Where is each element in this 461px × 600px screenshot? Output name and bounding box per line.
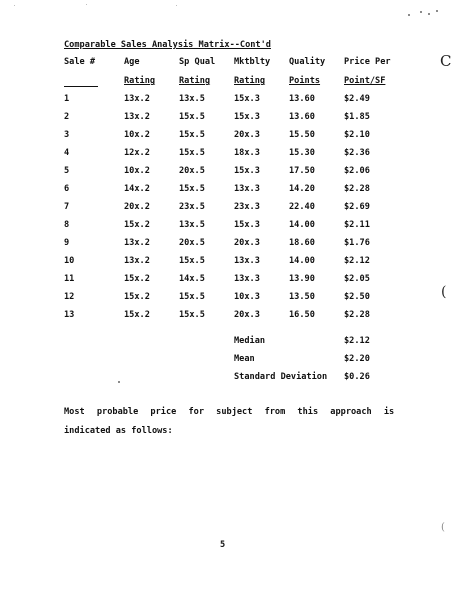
scan-speck — [176, 5, 177, 6]
header-sale-number: Sale # — [64, 57, 96, 67]
table-row-8-quality: 14.00 — [289, 220, 315, 230]
table-row-11-spqual: 14x.5 — [179, 274, 205, 284]
table-row-13-sale: 13 — [64, 310, 75, 320]
table-row-4-mktblty: 18x.3 — [234, 148, 260, 158]
table-row-1-spqual: 13x.5 — [179, 94, 205, 104]
table-row-1-sale: 1 — [64, 94, 70, 104]
table-row-10-spqual: 15x.5 — [179, 256, 205, 266]
scan-speck — [86, 4, 87, 5]
header-quality-points: Points — [289, 76, 321, 86]
table-row-4-price: $2.36 — [344, 148, 370, 158]
paragraph-line-2: indicated as follows: — [64, 426, 173, 436]
page-title: Comparable Sales Analysis Matrix--Cont'd — [64, 40, 271, 50]
table-row-8-sale: 8 — [64, 220, 70, 230]
table-row-2-spqual: 15x.5 — [179, 112, 205, 122]
table-row-8-mktblty: 15x.3 — [234, 220, 260, 230]
table-row-6-age: 14x.2 — [124, 184, 150, 194]
table-row-6-sale: 6 — [64, 184, 70, 194]
table-row-13-price: $2.28 — [344, 310, 370, 320]
table-row-6-quality: 14.20 — [289, 184, 315, 194]
stat-std-dev-label: Standard Deviation — [234, 372, 328, 382]
table-row-10-price: $2.12 — [344, 256, 370, 266]
paragraph-line-1: Most probable price for subject from this approach is — [64, 407, 395, 417]
table-row-5-mktblty: 15x.3 — [234, 166, 260, 176]
table-row-6-price: $2.28 — [344, 184, 370, 194]
header-age: Age — [124, 57, 140, 67]
table-row-3-age: 10x.2 — [124, 130, 150, 140]
table-row-7-quality: 22.40 — [289, 202, 315, 212]
margin-mark-bottom: ( — [441, 522, 445, 533]
table-row-11-mktblty: 13x.3 — [234, 274, 260, 284]
table-row-9-price: $1.76 — [344, 238, 370, 248]
table-row-8-price: $2.11 — [344, 220, 370, 230]
table-row-13-quality: 16.50 — [289, 310, 315, 320]
table-row-7-price: $2.69 — [344, 202, 370, 212]
table-row-9-quality: 18.60 — [289, 238, 315, 248]
table-row-13-mktblty: 20x.3 — [234, 310, 260, 320]
scan-speck — [408, 14, 410, 16]
table-row-11-age: 15x.2 — [124, 274, 150, 284]
table-row-9-mktblty: 20x.3 — [234, 238, 260, 248]
table-row-12-sale: 12 — [64, 292, 75, 302]
table-row-5-spqual: 20x.5 — [179, 166, 205, 176]
table-row-3-spqual: 15x.5 — [179, 130, 205, 140]
table-row-1-price: $2.49 — [344, 94, 370, 104]
table-row-6-spqual: 15x.5 — [179, 184, 205, 194]
table-row-2-price: $1.85 — [344, 112, 370, 122]
table-row-2-age: 13x.2 — [124, 112, 150, 122]
header-point-per-sf: Point/SF — [344, 76, 386, 86]
stat-median-value: $2.12 — [344, 336, 370, 346]
scan-speck — [428, 13, 430, 15]
table-row-3-price: $2.10 — [344, 130, 370, 140]
table-row-10-mktblty: 13x.3 — [234, 256, 260, 266]
table-row-12-spqual: 15x.5 — [179, 292, 205, 302]
scan-speck — [14, 5, 15, 6]
margin-mark-top: C — [440, 52, 452, 70]
table-row-7-spqual: 23x.5 — [179, 202, 205, 212]
table-row-8-age: 15x.2 — [124, 220, 150, 230]
table-row-12-age: 15x.2 — [124, 292, 150, 302]
table-row-2-quality: 13.60 — [289, 112, 315, 122]
table-row-12-mktblty: 10x.3 — [234, 292, 260, 302]
table-row-2-sale: 2 — [64, 112, 70, 122]
table-row-1-quality: 13.60 — [289, 94, 315, 104]
table-row-1-age: 13x.2 — [124, 94, 150, 104]
table-row-13-spqual: 15x.5 — [179, 310, 205, 320]
table-row-1-mktblty: 15x.3 — [234, 94, 260, 104]
table-row-5-age: 10x.2 — [124, 166, 150, 176]
table-row-3-mktblty: 20x.3 — [234, 130, 260, 140]
table-row-4-age: 12x.2 — [124, 148, 150, 158]
stat-std-dev-value: $0.26 — [344, 372, 370, 382]
table-row-13-age: 15x.2 — [124, 310, 150, 320]
table-row-8-spqual: 13x.5 — [179, 220, 205, 230]
table-row-9-sale: 9 — [64, 238, 70, 248]
header-sp-qual: Sp Qual — [179, 57, 216, 67]
table-row-10-age: 13x.2 — [124, 256, 150, 266]
page-number: 5 — [220, 540, 226, 550]
table-row-11-price: $2.05 — [344, 274, 370, 284]
table-row-7-sale: 7 — [64, 202, 70, 212]
table-row-4-quality: 15.30 — [289, 148, 315, 158]
header-quality: Quality — [289, 57, 326, 67]
table-row-11-sale: 11 — [64, 274, 75, 284]
stat-median-label: Median — [234, 336, 266, 346]
stat-mean-value: $2.20 — [344, 354, 370, 364]
table-row-3-quality: 15.50 — [289, 130, 315, 140]
header-sp-qual-rating: Rating — [179, 76, 211, 86]
header-mktblty: Mktblty — [234, 57, 271, 67]
table-row-9-age: 13x.2 — [124, 238, 150, 248]
table-row-10-quality: 14.00 — [289, 256, 315, 266]
table-row-7-mktblty: 23x.3 — [234, 202, 260, 212]
table-row-10-sale: 10 — [64, 256, 75, 266]
scan-speck — [118, 381, 120, 383]
header-sale-underline — [64, 86, 98, 87]
table-row-3-sale: 3 — [64, 130, 70, 140]
stat-mean-label: Mean — [234, 354, 255, 364]
table-row-5-price: $2.06 — [344, 166, 370, 176]
table-row-12-price: $2.50 — [344, 292, 370, 302]
table-row-6-mktblty: 13x.3 — [234, 184, 260, 194]
table-row-11-quality: 13.90 — [289, 274, 315, 284]
header-price-per: Price Per — [344, 57, 391, 67]
table-row-9-spqual: 20x.5 — [179, 238, 205, 248]
table-row-7-age: 20x.2 — [124, 202, 150, 212]
scan-speck — [420, 11, 422, 13]
table-row-4-spqual: 15x.5 — [179, 148, 205, 158]
header-age-rating: Rating — [124, 76, 156, 86]
table-row-5-quality: 17.50 — [289, 166, 315, 176]
table-row-4-sale: 4 — [64, 148, 70, 158]
table-row-12-quality: 13.50 — [289, 292, 315, 302]
margin-mark-middle: ( — [441, 284, 447, 300]
table-row-2-mktblty: 15x.3 — [234, 112, 260, 122]
scan-speck — [436, 10, 438, 12]
table-row-5-sale: 5 — [64, 166, 70, 176]
header-mktblty-rating: Rating — [234, 76, 266, 86]
